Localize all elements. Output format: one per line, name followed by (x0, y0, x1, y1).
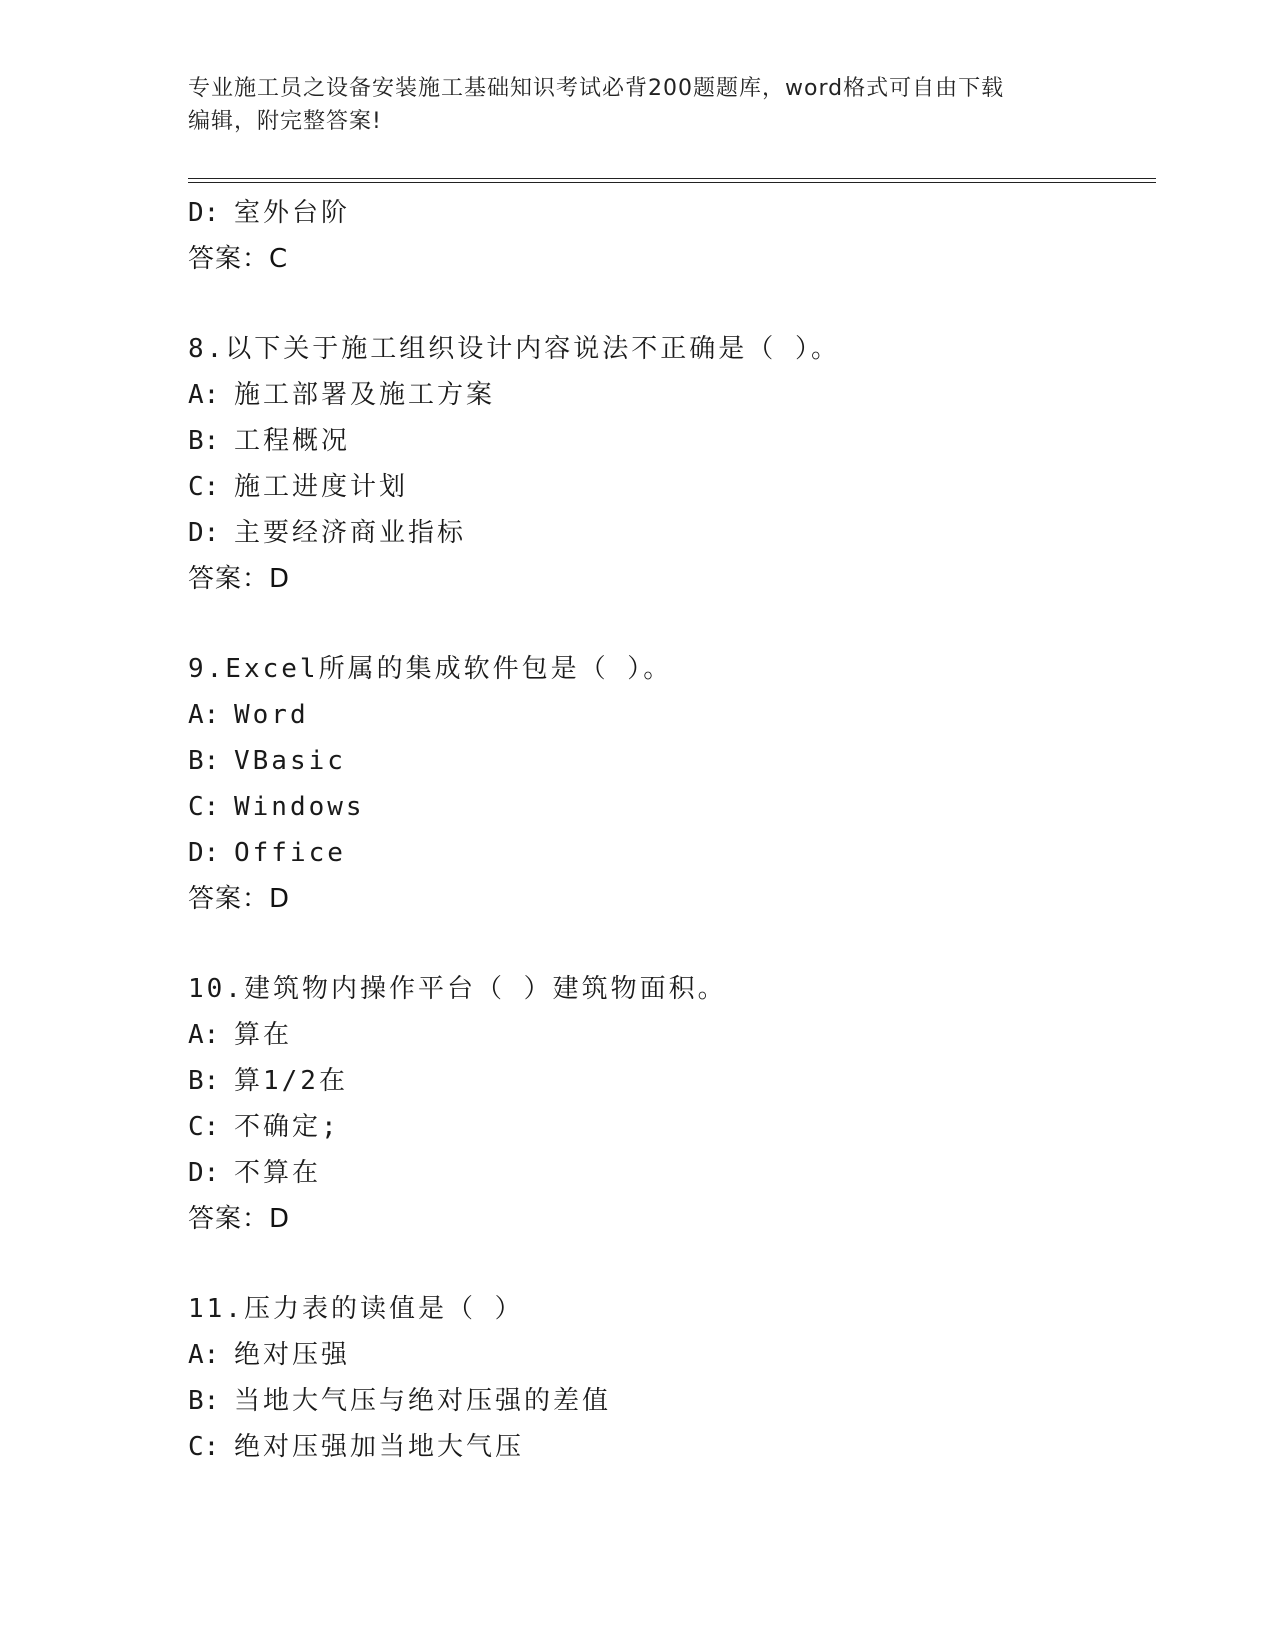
option-d (188, 830, 1156, 876)
option-a (188, 372, 1156, 418)
option-text: 不确定; (234, 1112, 340, 1142)
question-spacer (188, 1242, 1156, 1286)
header-title-line-2: 编辑，附完整答案! (188, 109, 382, 134)
option-letter: A: (188, 1020, 220, 1050)
question-block (188, 1286, 1156, 1470)
option-letter: C: (188, 472, 220, 502)
option-letter: C: (188, 1432, 220, 1462)
option-b (188, 1378, 1156, 1424)
option-letter: A: (188, 700, 220, 730)
option-c (188, 1424, 1156, 1470)
option-text: 算1/2在 (234, 1066, 348, 1096)
option-letter: C: (188, 792, 220, 822)
option-c (188, 784, 1156, 830)
question-block (188, 966, 1156, 1242)
option-text: 当地大气压与绝对压强的差值 (234, 1386, 612, 1416)
question-spacer (188, 602, 1156, 646)
option-letter: A: (188, 1340, 220, 1370)
option-text: 主要经济商业指标 (234, 518, 467, 548)
option-text: VBasic (234, 746, 346, 776)
option-b (188, 418, 1156, 464)
header-title-line-1: 专业施工员之设备安装施工基础知识考试必背200题题库，word格式可自由下载 (188, 76, 1005, 101)
question-block (188, 646, 1156, 922)
question-spacer (188, 922, 1156, 966)
option-text: 施工进度计划 (234, 472, 409, 502)
option-letter: D: (188, 1158, 220, 1188)
question-block (188, 326, 1156, 602)
option-d (188, 510, 1156, 556)
option-letter: D: (188, 518, 220, 548)
answer-line: 答案：C (188, 244, 289, 274)
option-letter: A: (188, 380, 220, 410)
question-stem: 11.压力表的读值是（ ） (188, 1294, 524, 1324)
option-letter: D: (188, 198, 220, 228)
option-letter: B: (188, 1066, 220, 1096)
question-stem: 8.以下关于施工组织设计内容说法不正确是（ ）。 (188, 334, 840, 364)
option-a (188, 692, 1156, 738)
header-double-rule (188, 178, 1156, 183)
option-text: 室外台阶 (234, 198, 351, 228)
option-text: 不算在 (234, 1158, 322, 1188)
option-b (188, 738, 1156, 784)
option-a (188, 1012, 1156, 1058)
answer-line: 答案：D (188, 1204, 291, 1234)
option-b (188, 1058, 1156, 1104)
document-header (188, 72, 1088, 138)
option-letter: D: (188, 838, 220, 868)
option-text: 算在 (234, 1020, 293, 1050)
option-a (188, 1332, 1156, 1378)
option-letter: B: (188, 1386, 220, 1416)
option-letter: C: (188, 1112, 220, 1142)
option-text: Word (234, 700, 309, 730)
option-c (188, 1104, 1156, 1150)
option-c (188, 464, 1156, 510)
option-text: 工程概况 (234, 426, 351, 456)
option-letter: B: (188, 426, 220, 456)
option-letter: B: (188, 746, 220, 776)
option-text: 绝对压强 (234, 1340, 351, 1370)
question-stem: 10.建筑物内操作平台（ ）建筑物面积。 (188, 974, 727, 1004)
option-text: Office (234, 838, 346, 868)
option-text: Windows (234, 792, 365, 822)
question-list (188, 190, 1156, 1470)
option-d (188, 1150, 1156, 1196)
question-stem: 9.Excel所属的集成软件包是（ ）。 (188, 654, 673, 684)
answer-line: 答案：D (188, 884, 291, 914)
option-text: 绝对压强加当地大气压 (234, 1432, 525, 1462)
question-spacer (188, 282, 1156, 326)
answer-line: 答案：D (188, 564, 291, 594)
option-d (188, 190, 1156, 236)
option-text: 施工部署及施工方案 (234, 380, 496, 410)
